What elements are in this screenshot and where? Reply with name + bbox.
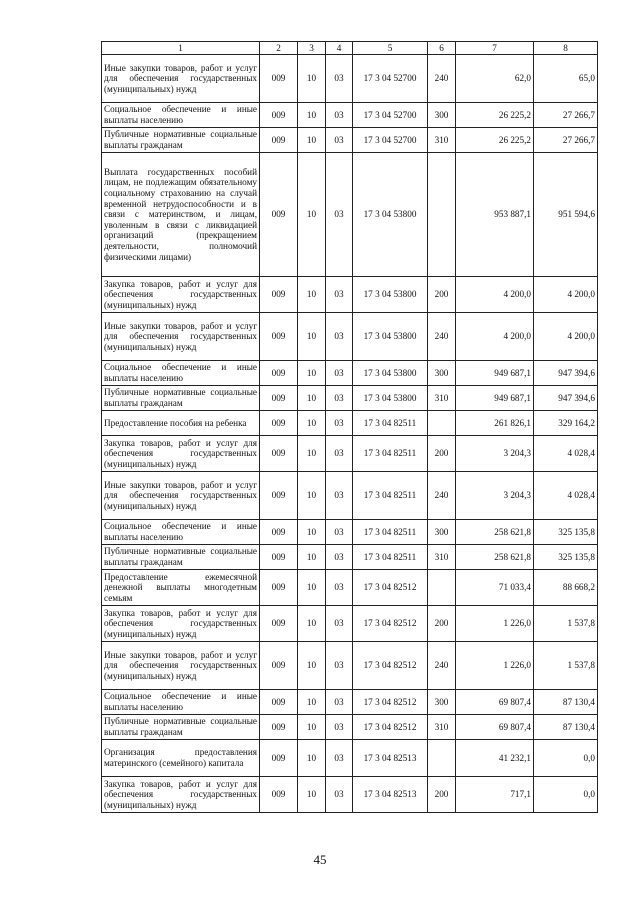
cell-subsection-code: 03 [326, 411, 353, 436]
cell-target-article-code: 17 3 04 82511 [353, 545, 428, 570]
cell-target-article-code: 17 3 04 82511 [353, 411, 428, 436]
cell-amount-year-2: 4 200,0 [534, 313, 598, 361]
cell-subsection-code: 03 [326, 472, 353, 520]
cell-subsection-code: 03 [326, 436, 353, 472]
cell-section-code: 10 [298, 55, 326, 103]
cell-subsection-code: 03 [326, 642, 353, 690]
table-row [102, 436, 598, 472]
cell-expense-type-code: 200 [428, 606, 456, 642]
cell-amount-year-2: 947 394,6 [534, 361, 598, 386]
cell-description: Закупка товаров, работ и услуг для обеспечения государственных (муниципальных) нужд [102, 606, 260, 642]
cell-target-article-code: 17 3 04 53800 [353, 386, 428, 411]
cell-target-article-code: 17 3 04 52700 [353, 128, 428, 153]
cell-description: Закупка товаров, работ и услуг для обеспечения государственных (муниципальных) нужд [102, 777, 260, 813]
cell-amount-year-2: 325 135,8 [534, 520, 598, 545]
table-row [102, 642, 598, 690]
cell-amount-year-1: 3 204,3 [456, 436, 534, 472]
cell-target-article-code: 17 3 04 82512 [353, 570, 428, 606]
cell-target-article-code: 17 3 04 82512 [353, 690, 428, 715]
cell-section-code: 10 [298, 277, 326, 313]
cell-ministry-code: 009 [260, 55, 298, 103]
header-cell-4: 4 [326, 42, 353, 55]
cell-expense-type-code: 300 [428, 103, 456, 128]
cell-ministry-code: 009 [260, 642, 298, 690]
cell-subsection-code: 03 [326, 740, 353, 777]
cell-ministry-code: 009 [260, 128, 298, 153]
cell-amount-year-1: 261 826,1 [456, 411, 534, 436]
cell-section-code: 10 [298, 642, 326, 690]
table-header-row [102, 42, 598, 55]
cell-subsection-code: 03 [326, 570, 353, 606]
table-row [102, 715, 598, 740]
cell-ministry-code: 009 [260, 740, 298, 777]
cell-section-code: 10 [298, 715, 326, 740]
cell-subsection-code: 03 [326, 386, 353, 411]
cell-description: Публичные нормативные социальные выплаты гражданам [102, 386, 260, 411]
cell-section-code: 10 [298, 313, 326, 361]
cell-target-article-code: 17 3 04 82512 [353, 642, 428, 690]
cell-description: Социальное обеспечение и иные выплаты населению [102, 103, 260, 128]
header-cell-3: 3 [298, 42, 326, 55]
cell-description: Публичные нормативные социальные выплаты гражданам [102, 715, 260, 740]
cell-subsection-code: 03 [326, 277, 353, 313]
cell-target-article-code: 17 3 04 52700 [353, 103, 428, 128]
cell-target-article-code: 17 3 04 53800 [353, 361, 428, 386]
cell-ministry-code: 009 [260, 153, 298, 277]
cell-expense-type-code: 310 [428, 715, 456, 740]
cell-expense-type-code: 240 [428, 55, 456, 103]
header-cell-5: 5 [353, 42, 428, 55]
cell-amount-year-2: 0,0 [534, 777, 598, 813]
cell-amount-year-2: 87 130,4 [534, 690, 598, 715]
cell-amount-year-1: 26 225,2 [456, 103, 534, 128]
cell-expense-type-code: 200 [428, 277, 456, 313]
cell-expense-type-code [428, 740, 456, 777]
cell-amount-year-1: 258 621,8 [456, 545, 534, 570]
cell-section-code: 10 [298, 545, 326, 570]
cell-ministry-code: 009 [260, 570, 298, 606]
cell-expense-type-code: 300 [428, 361, 456, 386]
cell-section-code: 10 [298, 690, 326, 715]
table-row [102, 313, 598, 361]
cell-amount-year-1: 62,0 [456, 55, 534, 103]
cell-section-code: 10 [298, 128, 326, 153]
cell-subsection-code: 03 [326, 715, 353, 740]
table-row [102, 55, 598, 103]
cell-target-article-code: 17 3 04 53800 [353, 277, 428, 313]
cell-target-article-code: 17 3 04 82513 [353, 777, 428, 813]
cell-amount-year-1: 69 807,4 [456, 690, 534, 715]
cell-subsection-code: 03 [326, 128, 353, 153]
cell-section-code: 10 [298, 361, 326, 386]
cell-expense-type-code: 200 [428, 436, 456, 472]
header-cell-6: 6 [428, 42, 456, 55]
cell-ministry-code: 009 [260, 690, 298, 715]
cell-ministry-code: 009 [260, 472, 298, 520]
cell-section-code: 10 [298, 570, 326, 606]
cell-ministry-code: 009 [260, 777, 298, 813]
cell-expense-type-code: 300 [428, 520, 456, 545]
cell-amount-year-2: 4 028,4 [534, 472, 598, 520]
header-cell-2: 2 [260, 42, 298, 55]
cell-expense-type-code [428, 570, 456, 606]
cell-amount-year-1: 953 887,1 [456, 153, 534, 277]
cell-amount-year-1: 69 807,4 [456, 715, 534, 740]
cell-ministry-code: 009 [260, 436, 298, 472]
cell-expense-type-code: 240 [428, 642, 456, 690]
cell-description: Социальное обеспечение и иные выплаты населению [102, 520, 260, 545]
cell-amount-year-2: 87 130,4 [534, 715, 598, 740]
cell-expense-type-code: 300 [428, 690, 456, 715]
cell-expense-type-code [428, 153, 456, 277]
cell-amount-year-2: 88 668,2 [534, 570, 598, 606]
cell-ministry-code: 009 [260, 386, 298, 411]
cell-amount-year-1: 949 687,1 [456, 361, 534, 386]
cell-amount-year-2: 325 135,8 [534, 545, 598, 570]
cell-subsection-code: 03 [326, 690, 353, 715]
table-row [102, 472, 598, 520]
cell-amount-year-2: 27 266,7 [534, 103, 598, 128]
table-row [102, 690, 598, 715]
cell-description: Публичные нормативные социальные выплаты гражданам [102, 128, 260, 153]
cell-amount-year-1: 949 687,1 [456, 386, 534, 411]
cell-section-code: 10 [298, 386, 326, 411]
cell-expense-type-code: 310 [428, 128, 456, 153]
cell-ministry-code: 009 [260, 411, 298, 436]
cell-amount-year-1: 26 225,2 [456, 128, 534, 153]
header-cell-8: 8 [534, 42, 598, 55]
cell-section-code: 10 [298, 740, 326, 777]
cell-target-article-code: 17 3 04 82511 [353, 436, 428, 472]
table-row [102, 545, 598, 570]
cell-target-article-code: 17 3 04 52700 [353, 55, 428, 103]
table-row [102, 520, 598, 545]
cell-amount-year-2: 951 594,6 [534, 153, 598, 277]
cell-subsection-code: 03 [326, 520, 353, 545]
cell-subsection-code: 03 [326, 313, 353, 361]
cell-description: Иные закупки товаров, работ и услуг для обеспечения государственных (муниципальных) нужд [102, 55, 260, 103]
cell-section-code: 10 [298, 520, 326, 545]
cell-target-article-code: 17 3 04 53800 [353, 313, 428, 361]
table-row [102, 740, 598, 777]
table-row [102, 153, 598, 277]
cell-subsection-code: 03 [326, 606, 353, 642]
cell-description: Организация предоставления материнского (семейного) капитала [102, 740, 260, 777]
header-cell-1: 1 [102, 42, 260, 55]
cell-section-code: 10 [298, 411, 326, 436]
cell-amount-year-2: 65,0 [534, 55, 598, 103]
table-row [102, 361, 598, 386]
cell-description: Предоставление ежемесячной денежной выплаты многодетным семьям [102, 570, 260, 606]
cell-amount-year-1: 4 200,0 [456, 277, 534, 313]
cell-description: Предоставление пособия на ребенка [102, 411, 260, 436]
cell-description: Закупка товаров, работ и услуг для обеспечения государственных (муниципальных) нужд [102, 277, 260, 313]
table-row [102, 570, 598, 606]
cell-subsection-code: 03 [326, 777, 353, 813]
cell-amount-year-1: 717,1 [456, 777, 534, 813]
cell-amount-year-1: 3 204,3 [456, 472, 534, 520]
cell-description: Публичные нормативные социальные выплаты гражданам [102, 545, 260, 570]
cell-ministry-code: 009 [260, 520, 298, 545]
cell-ministry-code: 009 [260, 313, 298, 361]
cell-description: Выплата государственных пособий лицам, не подлежащим обязательному социальному страхованию на случай временной нетрудоспособности и в связи с материнством, и лицам, уволенным в связи с ликвидацией организаций (прекращением деятельности, полномочий физическими лицами) [102, 153, 260, 277]
cell-amount-year-2: 947 394,6 [534, 386, 598, 411]
cell-expense-type-code: 240 [428, 472, 456, 520]
cell-expense-type-code: 310 [428, 545, 456, 570]
cell-subsection-code: 03 [326, 153, 353, 277]
page-number: 45 [313, 852, 327, 867]
cell-target-article-code: 17 3 04 53800 [353, 153, 428, 277]
cell-ministry-code: 009 [260, 606, 298, 642]
table-row [102, 777, 598, 813]
cell-section-code: 10 [298, 777, 326, 813]
cell-section-code: 10 [298, 103, 326, 128]
cell-ministry-code: 009 [260, 277, 298, 313]
cell-target-article-code: 17 3 04 82512 [353, 715, 428, 740]
cell-description: Иные закупки товаров, работ и услуг для обеспечения государственных (муниципальных) нужд [102, 642, 260, 690]
cell-expense-type-code: 310 [428, 386, 456, 411]
table-row [102, 411, 598, 436]
cell-description: Закупка товаров, работ и услуг для обеспечения государственных (муниципальных) нужд [102, 436, 260, 472]
cell-amount-year-1: 41 232,1 [456, 740, 534, 777]
table-row [102, 277, 598, 313]
cell-ministry-code: 009 [260, 361, 298, 386]
cell-subsection-code: 03 [326, 103, 353, 128]
cell-description: Социальное обеспечение и иные выплаты населению [102, 361, 260, 386]
table-row [102, 386, 598, 411]
cell-section-code: 10 [298, 472, 326, 520]
cell-subsection-code: 03 [326, 55, 353, 103]
cell-amount-year-2: 329 164,2 [534, 411, 598, 436]
cell-subsection-code: 03 [326, 361, 353, 386]
cell-ministry-code: 009 [260, 103, 298, 128]
cell-section-code: 10 [298, 153, 326, 277]
cell-subsection-code: 03 [326, 545, 353, 570]
cell-amount-year-2: 4 200,0 [534, 277, 598, 313]
cell-description: Иные закупки товаров, работ и услуг для обеспечения государственных (муниципальных) нужд [102, 472, 260, 520]
cell-ministry-code: 009 [260, 715, 298, 740]
header-cell-7: 7 [456, 42, 534, 55]
cell-expense-type-code: 240 [428, 313, 456, 361]
cell-description: Социальное обеспечение и иные выплаты населению [102, 690, 260, 715]
table-row [102, 606, 598, 642]
cell-amount-year-1: 1 226,0 [456, 606, 534, 642]
cell-section-code: 10 [298, 606, 326, 642]
cell-amount-year-1: 258 621,8 [456, 520, 534, 545]
cell-target-article-code: 17 3 04 82511 [353, 520, 428, 545]
cell-description: Иные закупки товаров, работ и услуг для обеспечения государственных (муниципальных) нужд [102, 313, 260, 361]
cell-target-article-code: 17 3 04 82512 [353, 606, 428, 642]
cell-target-article-code: 17 3 04 82513 [353, 740, 428, 777]
cell-amount-year-2: 1 537,8 [534, 642, 598, 690]
cell-amount-year-2: 0,0 [534, 740, 598, 777]
table-row [102, 103, 598, 128]
cell-amount-year-2: 27 266,7 [534, 128, 598, 153]
cell-amount-year-2: 4 028,4 [534, 436, 598, 472]
cell-amount-year-2: 1 537,8 [534, 606, 598, 642]
cell-ministry-code: 009 [260, 545, 298, 570]
cell-amount-year-1: 4 200,0 [456, 313, 534, 361]
budget-table [101, 41, 598, 813]
cell-amount-year-1: 71 033,4 [456, 570, 534, 606]
cell-amount-year-1: 1 226,0 [456, 642, 534, 690]
cell-section-code: 10 [298, 436, 326, 472]
cell-expense-type-code: 200 [428, 777, 456, 813]
cell-target-article-code: 17 3 04 82511 [353, 472, 428, 520]
cell-expense-type-code [428, 411, 456, 436]
table-row [102, 128, 598, 153]
